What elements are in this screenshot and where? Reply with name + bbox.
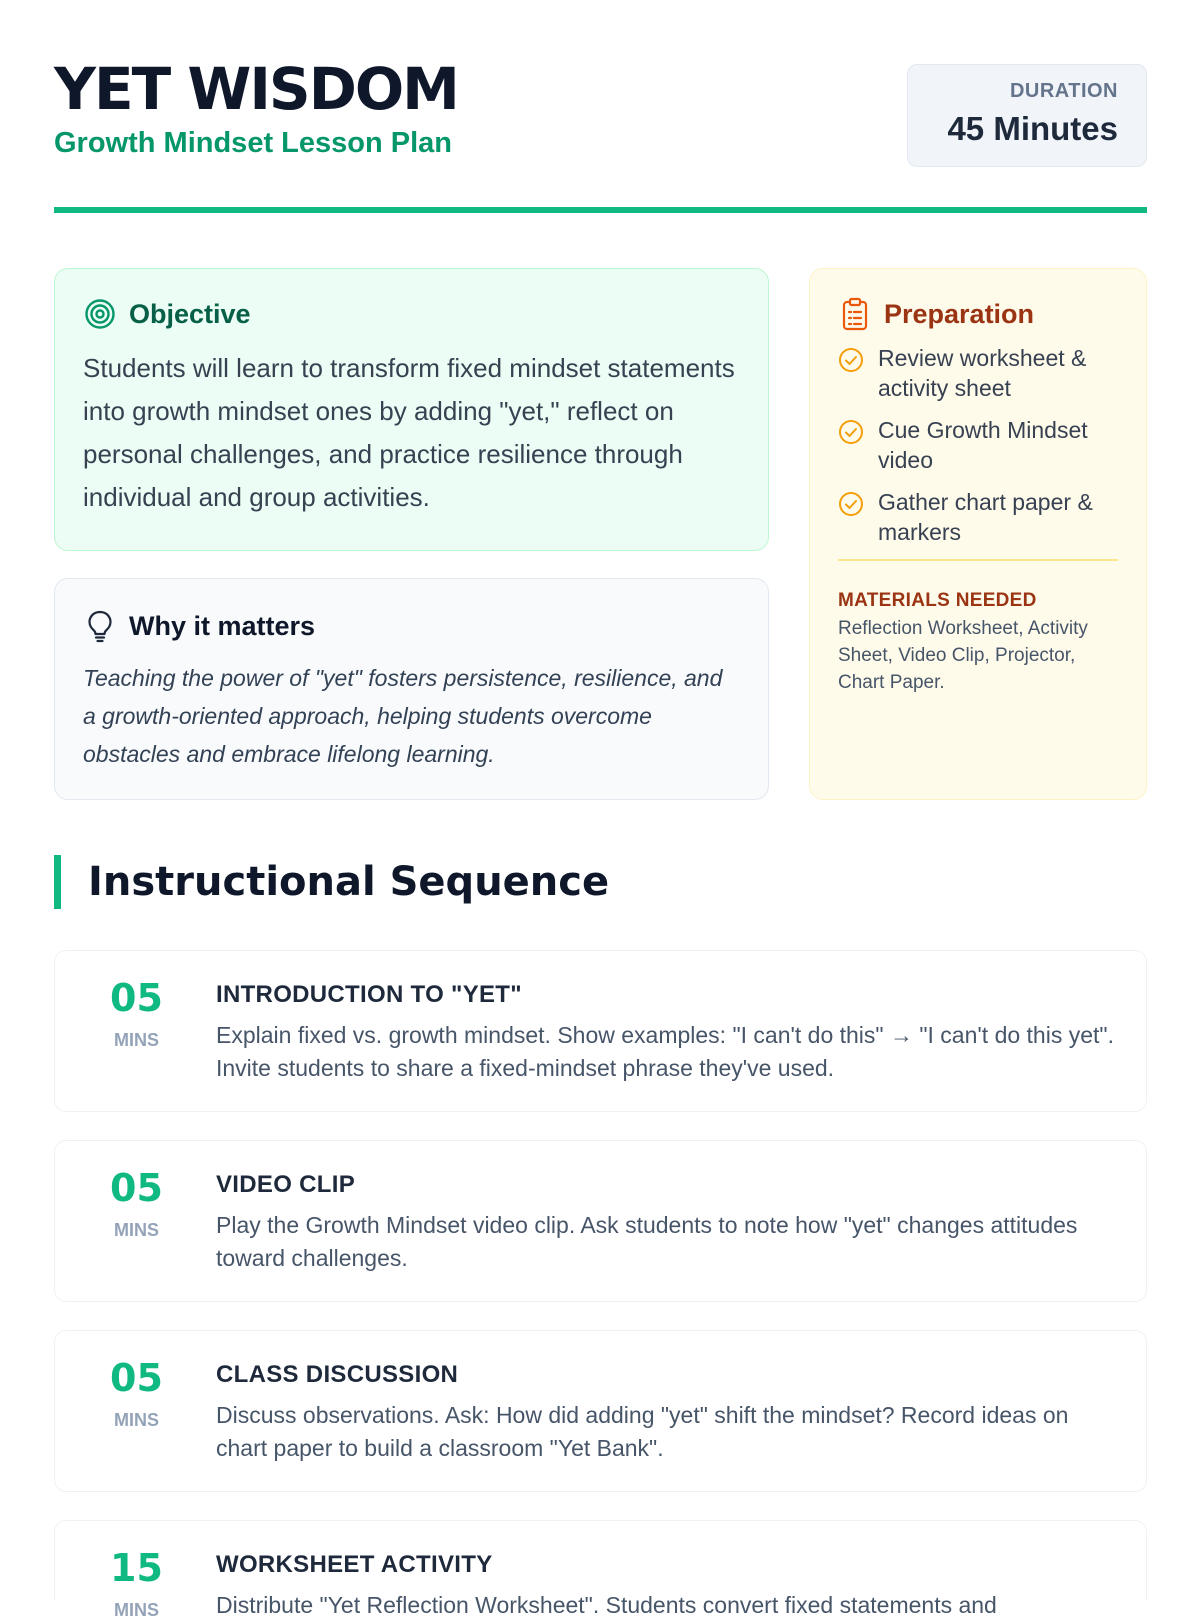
preparation-list — [838, 343, 1118, 547]
sequence-step — [54, 950, 1147, 1112]
step-unit: MINS — [114, 1220, 159, 1240]
preparation-card — [809, 268, 1147, 800]
sequence-step — [54, 1520, 1147, 1620]
step-title: VIDEO CLIP — [216, 1171, 356, 1198]
preparation-item-label: Gather chart paper & markers — [878, 489, 1093, 545]
sequence-step — [54, 1330, 1147, 1492]
step-description: Distribute "Yet Reflection Worksheet". Students convert fixed statements and — [216, 1592, 997, 1618]
step-title: WORKSHEET ACTIVITY — [216, 1551, 493, 1578]
step-title: INTRODUCTION TO "YET" — [216, 981, 522, 1008]
preparation-divider — [838, 559, 1118, 561]
step-duration — [55, 1165, 218, 1241]
why-text: Teaching the power of "yet" fosters persistence, resilience, and a growth-oriented approach, helping students overcome obstacles and embrace lifelong learning. — [83, 665, 723, 767]
preparation-header — [838, 297, 1118, 331]
step-description: Explain fixed vs. growth mindset. Show examples: "I can't do this" → "I can't do this yet". Invite students to share a fixed-mindset phrase they've used. — [216, 1022, 1114, 1081]
step-unit: MINS — [114, 1030, 159, 1050]
step-description: Play the Growth Mindset video clip. Ask students to note how "yet" changes attitudes toward challenges. — [216, 1212, 1078, 1271]
step-unit: MINS — [114, 1600, 159, 1620]
step-minutes: 15 — [110, 1546, 163, 1590]
why-title: Why it matters — [129, 610, 316, 641]
preparation-item-label: Cue Growth Mindset video — [878, 417, 1088, 473]
materials-label: MATERIALS NEEDED — [838, 590, 1037, 611]
preparation-title: Preparation — [884, 298, 1035, 329]
step-title: CLASS DISCUSSION — [216, 1361, 459, 1388]
section-accent-bar — [54, 855, 61, 909]
page-subtitle: Growth Mindset Lesson Plan — [54, 127, 452, 159]
preparation-item — [838, 415, 1118, 475]
step-body — [216, 981, 1116, 1085]
section-title: Instructional Sequence — [88, 859, 610, 905]
step-minutes: 05 — [110, 1166, 163, 1210]
clipboard-icon — [838, 297, 872, 331]
step-duration — [55, 1355, 218, 1431]
preparation-item-label: Review worksheet & activity sheet — [878, 345, 1087, 401]
page-header — [54, 55, 1147, 168]
check-circle-icon — [838, 347, 864, 373]
target-icon — [83, 297, 117, 331]
duration-badge — [907, 64, 1147, 167]
page-title: YET WISDOM — [54, 55, 458, 123]
step-description: Discuss observations. Ask: How did adding "yet" shift the mindset? Record ideas on chart paper to build a classroom "Yet Bank". — [216, 1402, 1069, 1461]
step-duration — [55, 1545, 218, 1621]
step-minutes: 05 — [110, 1356, 163, 1400]
step-body — [216, 1551, 1116, 1622]
section-heading — [54, 855, 1147, 909]
lightbulb-icon — [83, 609, 117, 643]
step-duration — [55, 975, 218, 1051]
objective-header — [83, 297, 740, 331]
duration-value: 45 Minutes — [947, 110, 1118, 147]
objective-card — [54, 268, 769, 551]
why-header — [83, 609, 740, 643]
header-divider — [54, 207, 1147, 213]
materials-text: Reflection Worksheet, Activity Sheet, Video Clip, Projector, Chart Paper. — [838, 618, 1088, 693]
step-body — [216, 1361, 1116, 1465]
duration-label: DURATION — [1009, 80, 1118, 102]
check-circle-icon — [838, 491, 864, 517]
objective-title: Objective — [129, 298, 251, 329]
preparation-item — [838, 487, 1118, 547]
step-unit: MINS — [114, 1410, 159, 1430]
step-minutes: 05 — [110, 976, 163, 1020]
objective-text: Students will learn to transform fixed mindset statements into growth mindset ones by adding "yet," reflect on personal challenges, and practice resilience through individual and group activities. — [83, 353, 735, 512]
why-it-matters-card — [54, 578, 769, 800]
step-body — [216, 1171, 1116, 1275]
preparation-item — [838, 343, 1118, 403]
check-circle-icon — [838, 419, 864, 445]
sequence-step — [54, 1140, 1147, 1302]
